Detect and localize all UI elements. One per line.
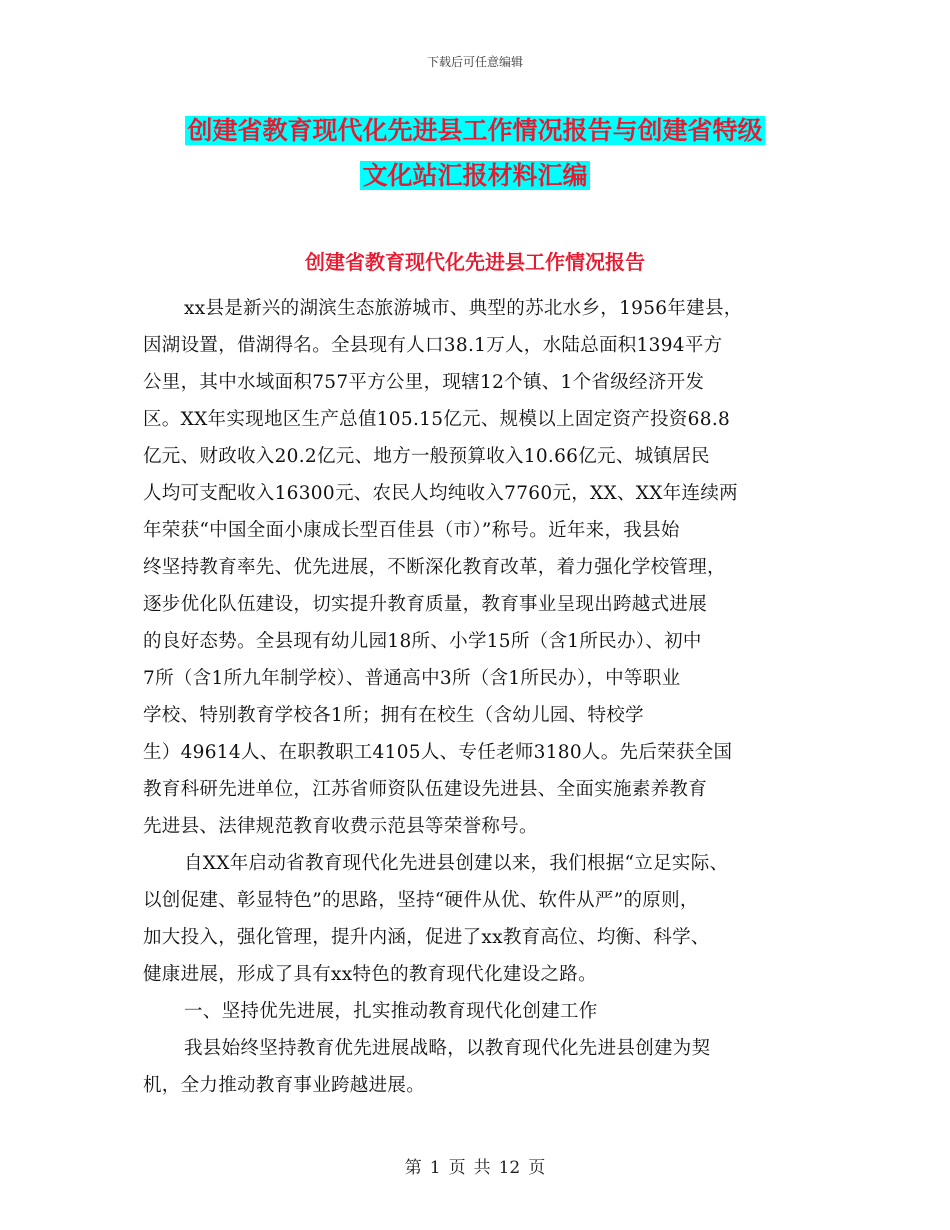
- body-line: 亿元、财政收入20.2亿元、地方一般预算收入10.66亿元、城镇居民: [143, 446, 710, 467]
- page-footer: [0, 1153, 950, 1178]
- body-text: [143, 290, 823, 1104]
- footer-page-word: 页: [448, 1158, 466, 1178]
- body-line: 学校、特别教育学校各1所；拥有在校生（含幼儿园、特校学: [143, 705, 644, 726]
- header-note: 下载后可任意编辑: [426, 55, 523, 69]
- document-title-text-2: 文化站汇报材料汇编: [362, 161, 588, 190]
- document-title-line-2: [0, 156, 950, 196]
- footer-total-word: 共: [473, 1158, 491, 1178]
- section-title: 创建省教育现代化先进县工作情况报告: [305, 250, 645, 274]
- body-line: 一、坚持优先进展，扎实推动教育现代化创建工作: [184, 1001, 598, 1022]
- body-line: 生）49614人、在职教职工4105人、专任老师3180人。先后荣获全国: [143, 742, 733, 763]
- footer-total-pages: 12: [498, 1158, 521, 1178]
- footer-prefix: 第: [404, 1158, 422, 1178]
- body-line: xx县是新兴的湖滨生态旅游城市、典型的苏北水乡，1956年建县，: [184, 298, 743, 319]
- body-line: 的良好态势。全县现有幼儿园18所、小学15所（含1所民办）、初中: [143, 631, 702, 652]
- body-line: 机，全力推动教育事业跨越进展。: [143, 1075, 426, 1096]
- body-line: 先进县、法律规范教育收费示范县等荣誉称号。: [143, 816, 538, 837]
- body-line: 教育科研先进单位，江苏省师资队伍建设先进县、全面实施素养教育: [143, 779, 708, 800]
- body-line: 健康进展，形成了具有xx特色的教育现代化建设之路。: [143, 964, 597, 985]
- body-line: 终坚持教育率先、优先进展，不断深化教育改革，着力强化学校管理，: [143, 557, 726, 578]
- body-line: 年荣获“中国全面小康成长型百佳县（市）”称号。近年来，我县始: [143, 520, 680, 541]
- document-title-text-1: 创建省教育现代化先进县工作情况报告与创建省特级: [187, 116, 763, 145]
- body-line: 自XX年启动省教育现代化先进县创建以来，我们根据“立足实际、: [184, 853, 729, 874]
- document-title-line-1: [0, 111, 950, 151]
- body-line: 加大投入，强化管理，提升内涵，促进了xx教育高位、均衡、科学、: [143, 927, 710, 948]
- footer-suffix: 页: [528, 1158, 546, 1178]
- footer-page-number: 1: [429, 1158, 441, 1178]
- body-line: 7所（含1所九年制学校）、普通高中3所（含1所民办），中等职业: [143, 668, 681, 689]
- body-line: 公里，其中水域面积757平方公里，现辖12个镇、1个省级经济开发: [143, 372, 705, 393]
- body-line: 逐步优化队伍建设，切实提升教育质量，教育事业呈现出跨越式进展: [143, 594, 708, 615]
- body-line: 我县始终坚持教育优先进展战略，以教育现代化先进县创建为契: [184, 1038, 711, 1059]
- body-line: 区。XX年实现地区生产总值105.15亿元、规模以上固定资产投资68.8: [143, 409, 731, 430]
- body-line: 人均可支配收入16300元、农民人均纯收入7760元，XX、XX年连续两: [143, 483, 738, 504]
- body-line: 以创促建、彰显特色”的思路，坚持“硬件从优、软件从严”的原则，: [143, 890, 699, 911]
- body-line: 因湖设置，借湖得名。全县现有人口38.1万人，水陆总面积1394平方: [143, 335, 723, 356]
